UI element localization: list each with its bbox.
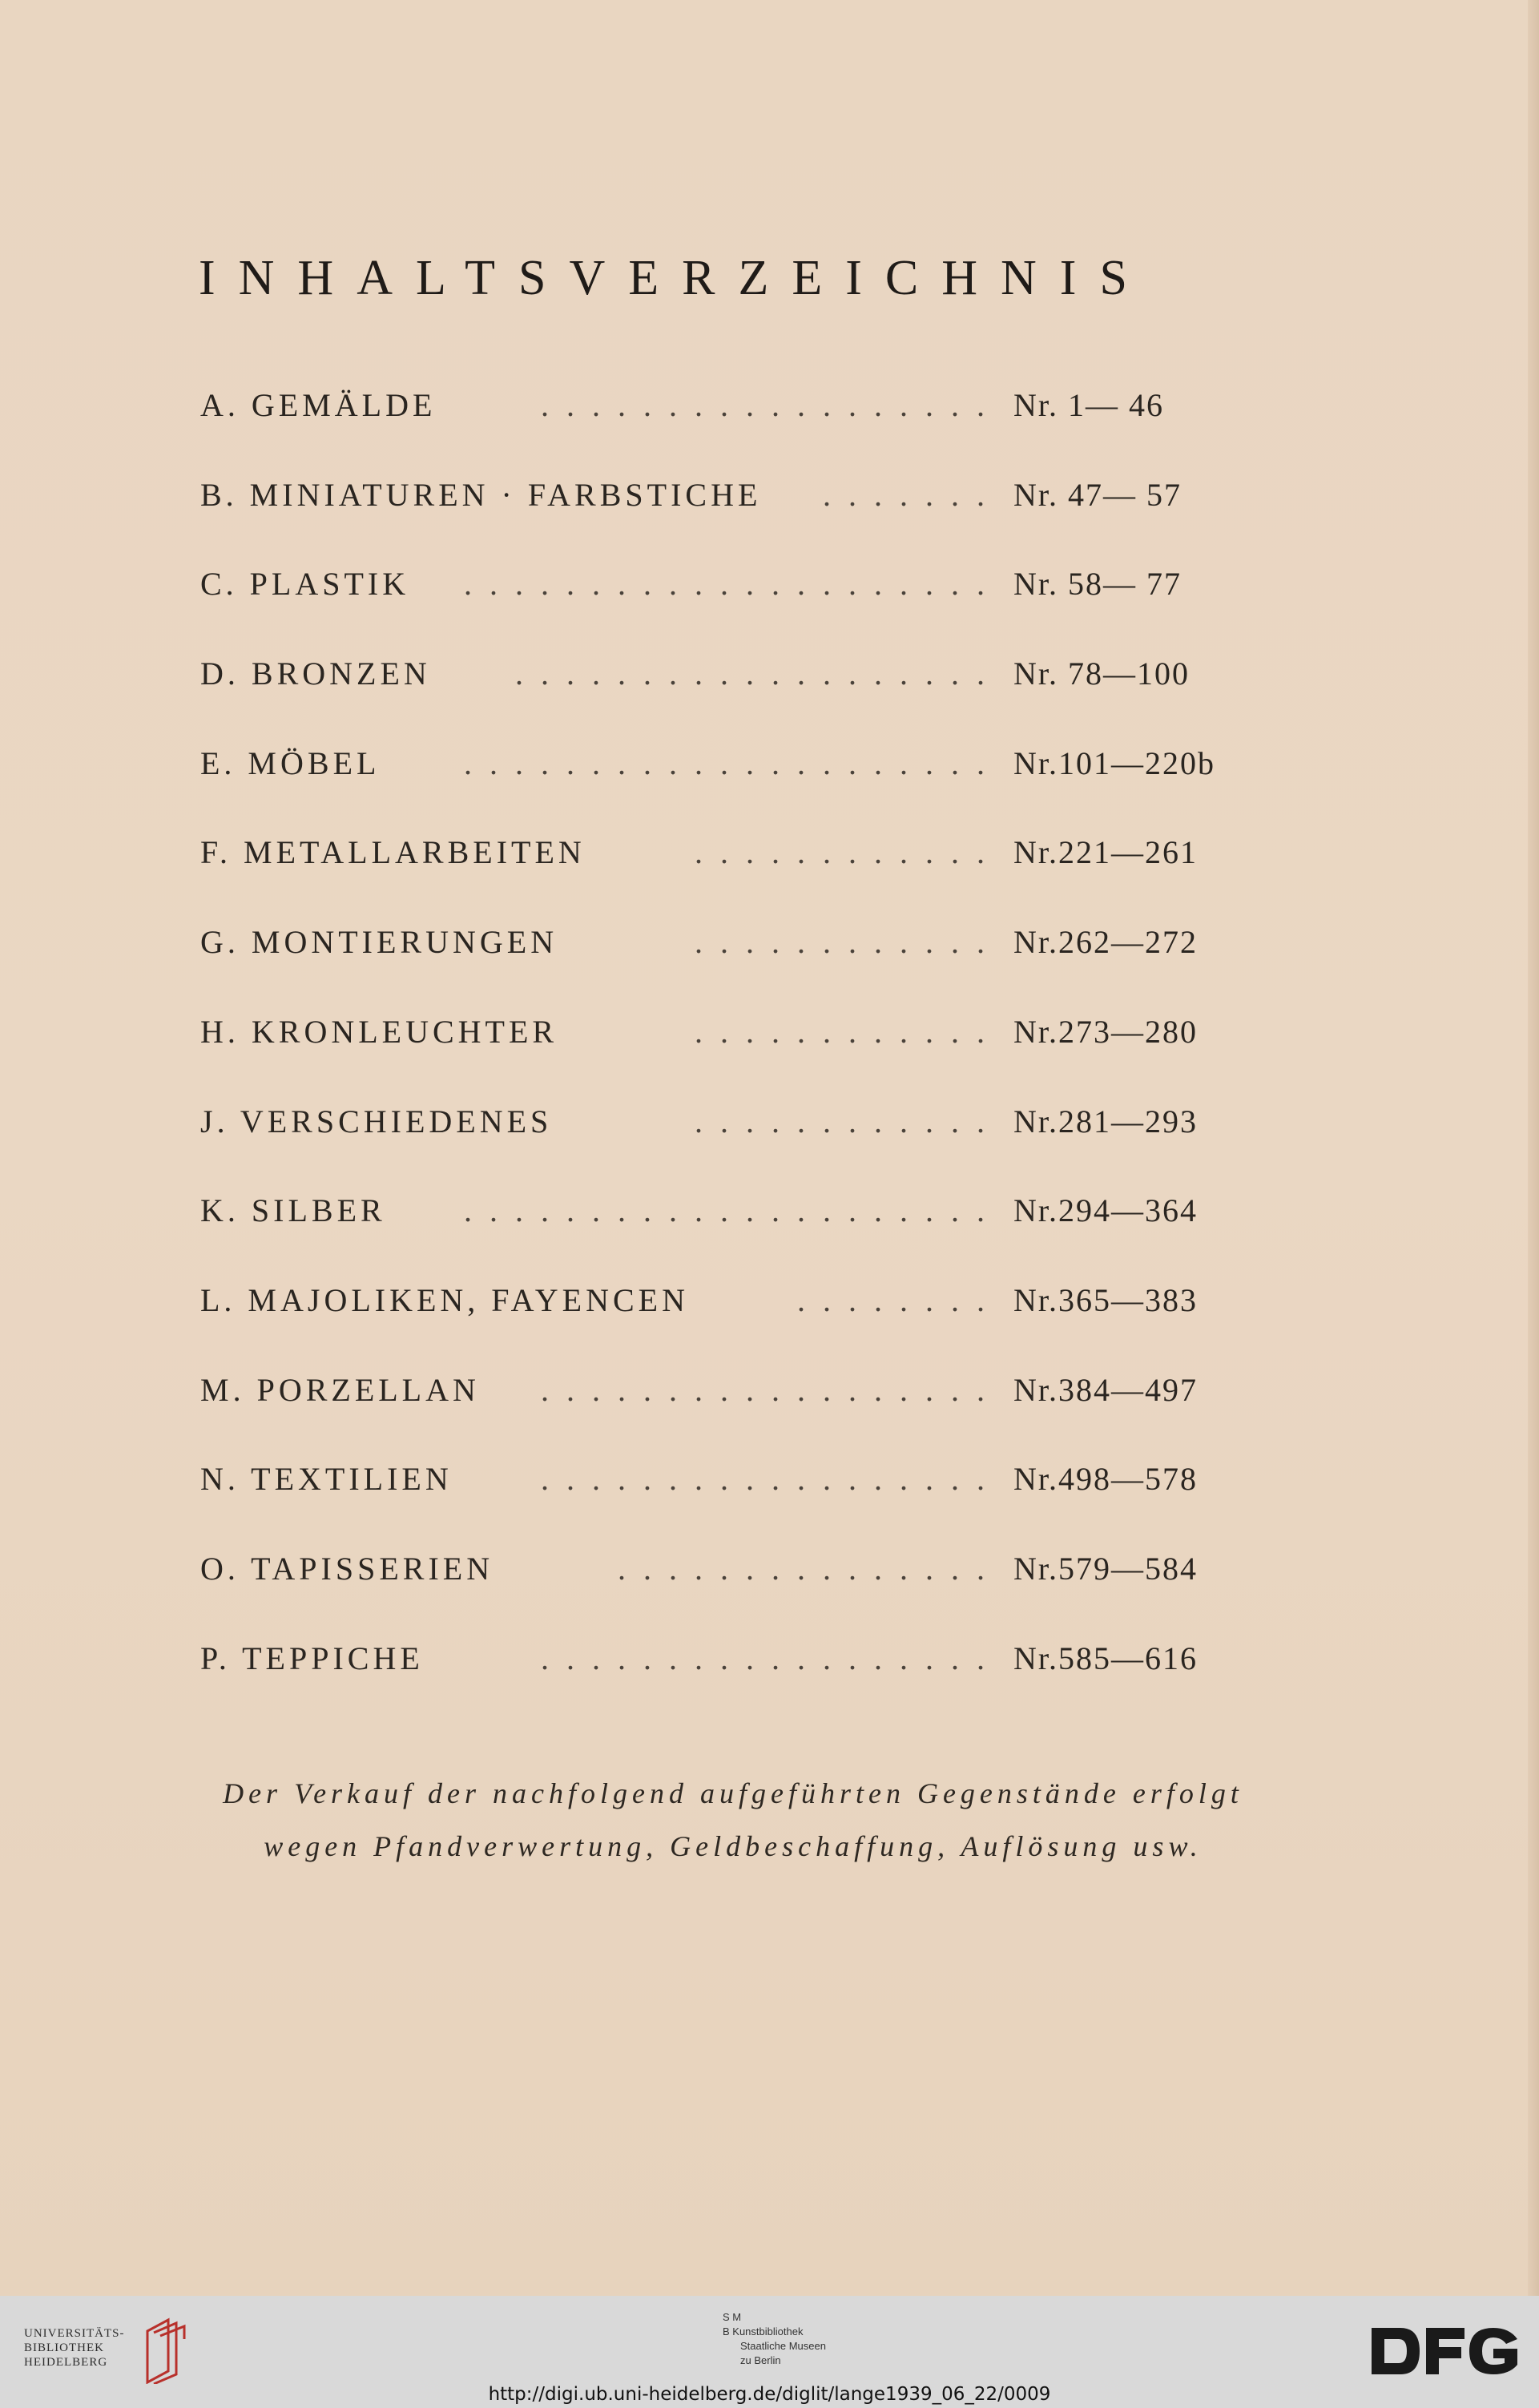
toc-leader: . . . . . . . . . . . . . . . . . . . . . [464,744,989,781]
toc-leader: . . . . . . . . . . . . . . . . . . [541,387,989,423]
toc-leader: . . . . . . . . . . . . . . . . . . [541,1371,989,1408]
toc-row [200,1450,1234,1540]
toc-section-label: K. SILBER [200,1192,386,1229]
toc-leader: . . . . . . . . . . . . [695,834,989,871]
toc-number-range: Nr.262—272 [1013,924,1198,961]
toc-section-label: C. PLASTIK [200,566,410,603]
toc-section-label: O. TAPISSERIEN [200,1550,494,1587]
page-edge [1528,0,1539,2296]
toc-row [200,377,1234,466]
toc-number-range: Nr.365—383 [1013,1281,1198,1318]
toc-number-range: Nr.498—578 [1013,1461,1198,1498]
library-name: UNIVERSITÄTS- BIBLIOTHEK HEIDELBERG [24,2327,125,2369]
sale-notice-line: Der Verkauf der nachfolgend aufgeführten Gegenstände erfolgt [223,1777,1243,1809]
toc-row [200,1003,1234,1093]
toc-row [200,645,1234,735]
toc-number-range: Nr.579—584 [1013,1550,1198,1587]
heidelberg-library-logo-icon [141,2315,189,2384]
toc-row [200,914,1234,1003]
toc-section-label: B. MINIATUREN · FARBSTICHE [200,476,762,513]
toc-number-range: Nr. 1— 46 [1013,387,1164,423]
sale-notice [160,1767,1306,1873]
toc-section-label: J. VERSCHIEDENES [200,1103,553,1139]
toc-leader: . . . . . . . . [797,1281,989,1318]
toc-number-range: Nr.273—280 [1013,1013,1198,1050]
toc-row [200,1540,1234,1630]
toc-number-range: Nr.221—261 [1013,834,1198,871]
toc-leader: . . . . . . . . . . . . [695,1103,989,1139]
toc-section-label: D. BRONZEN [200,655,431,692]
toc-row [200,466,1234,556]
toc-leader: . . . . . . . . . . . . . . . . . . . [515,655,989,692]
toc-number-range: Nr. 78—100 [1013,655,1190,692]
toc-leader: . . . . . . . [823,476,989,513]
toc-row [200,1182,1234,1272]
toc-number-range: Nr. 47— 57 [1013,476,1182,513]
toc-leader: . . . . . . . . . . . . . . . [618,1550,989,1587]
toc-leader: . . . . . . . . . . . . [695,924,989,961]
sale-notice-line: wegen Pfandverwertung, Geldbeschaffung, Auflösung usw. [264,1830,1203,1862]
toc-section-label: M. PORZELLAN [200,1371,480,1408]
toc-leader: . . . . . . . . . . . . [695,1013,989,1050]
digitization-footer [0,2296,1539,2408]
toc-row [200,735,1234,825]
toc-leader: . . . . . . . . . . . . . . . . . . . . . [464,1192,989,1229]
toc-section-label: G. MONTIERUNGEN [200,924,558,961]
toc-number-range: Nr.101—220b [1013,744,1215,781]
toc-number-range: Nr. 58— 77 [1013,566,1182,603]
toc-section-label: N. TEXTILIEN [200,1461,453,1498]
page-title: INHALTSVERZEICHNIS [199,251,1150,305]
toc-number-range: Nr.294—364 [1013,1192,1198,1229]
toc-section-label: P. TEPPICHE [200,1640,424,1676]
toc-section-label: A. GEMÄLDE [200,387,437,423]
toc-row [200,1630,1234,1720]
toc-leader: . . . . . . . . . . . . . . . . . . [541,1461,989,1498]
toc-row [200,1093,1234,1183]
toc-section-label: F. METALLARBEITEN [200,834,586,871]
toc-leader: . . . . . . . . . . . . . . . . . . . . . [464,566,989,603]
source-url[interactable]: http://digi.ub.uni-heidelberg.de/diglit/lange1939_06_22/0009 [488,2384,1051,2405]
toc-row [200,1361,1234,1451]
toc-number-range: Nr.384—497 [1013,1371,1198,1408]
toc-row [200,824,1234,914]
toc-number-range: Nr.281—293 [1013,1103,1198,1139]
toc-row [200,555,1234,645]
toc-number-range: Nr.585—616 [1013,1640,1198,1676]
dfg-logo-icon [1368,2323,1521,2379]
table-of-contents [200,377,1234,1719]
toc-section-label: E. MÖBEL [200,744,381,781]
archive-stamp: S M B Kunstbibliothek Staatliche Museen zu Berlin [723,2311,826,2366]
toc-leader: . . . . . . . . . . . . . . . . . . [541,1640,989,1676]
toc-section-label: H. KRONLEUCHTER [200,1013,558,1050]
toc-row [200,1272,1234,1361]
toc-section-label: L. MAJOLIKEN, FAYENCEN [200,1281,689,1318]
